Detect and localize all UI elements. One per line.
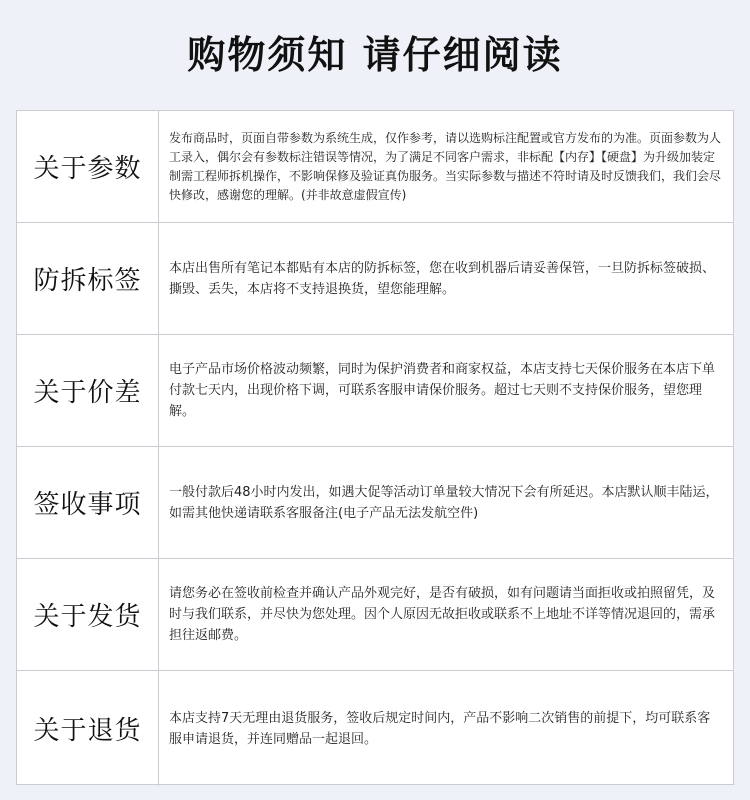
notice-label: 关于价差 [17, 335, 159, 446]
notice-row-returns [17, 671, 733, 786]
notice-text-container [159, 559, 733, 670]
notice-text-container [159, 335, 733, 446]
page-title: 购物须知 请仔细阅读 [187, 33, 563, 77]
notice-row-shipping [17, 559, 733, 671]
notice-text: 本店支持7天无理由退货服务，签收后规定时间内，产品不影响二次销售的前提下，均可联系客服申请退货，并连同赠品一起退回。 [169, 710, 711, 747]
notice-text: 电子产品市场价格波动频繁，同时为保护消费者和商家权益，本店支持七天保价服务在本店下单付款七天内，出现价格下调，可联系客服申请保价服务。超过七天则不支持保价服务，望您理解。 [169, 362, 716, 419]
notice-text: 本店出售所有笔记本都贴有本店的防拆标签，您在收到机器后请妥善保管，一旦防拆标签破损、撕毁、丢失，本店将不支持退换货，望您能理解。 [169, 260, 716, 297]
notice-text-container [159, 671, 733, 786]
notice-row-receipt [17, 447, 733, 559]
notice-text-container [159, 111, 733, 222]
notice-table [16, 110, 734, 785]
notice-text-container [159, 447, 733, 558]
notice-label: 关于发货 [17, 559, 159, 670]
notice-label: 防拆标签 [17, 223, 159, 334]
notice-text: 发布商品时，页面自带参数为系统生成，仅作参考，请以选购标注配置或官方发布的为准。页面参数为人工录入，偶尔会有参数标注错误等情况，为了满足不同客户需求，非标配【内存】【硬盘】为升级加装定制需工程师拆机操作，不影响保修及验证真伪服务。当实际参数与描述不符时请及时反馈我们，我们会尽快修改，感谢您的理解。(并非故意虚假宣传) [169, 130, 722, 202]
notice-row-parameters [17, 111, 733, 223]
notice-label: 签收事项 [17, 447, 159, 558]
notice-text-container [159, 223, 733, 334]
notice-text: 一般付款后48小时内发出，如遇大促等活动订单量较大情况下会有所延迟。本店默认顺丰陆运，如需其他快递请联系客服备注(电子产品无法发航空件) [169, 484, 719, 521]
notice-row-price-difference [17, 335, 733, 447]
notice-label: 关于参数 [17, 111, 159, 222]
notice-text: 请您务必在签收前检查并确认产品外观完好，是否有破损，如有问题请当面拒收或拍照留凭，及时与我们联系，并尽快为您处理。因个人原因无故拒收或联系不上地址不详等情况退回的，需承担往返邮费。 [169, 586, 716, 643]
notice-label: 关于退货 [17, 671, 159, 786]
notice-row-tamper-label [17, 223, 733, 335]
